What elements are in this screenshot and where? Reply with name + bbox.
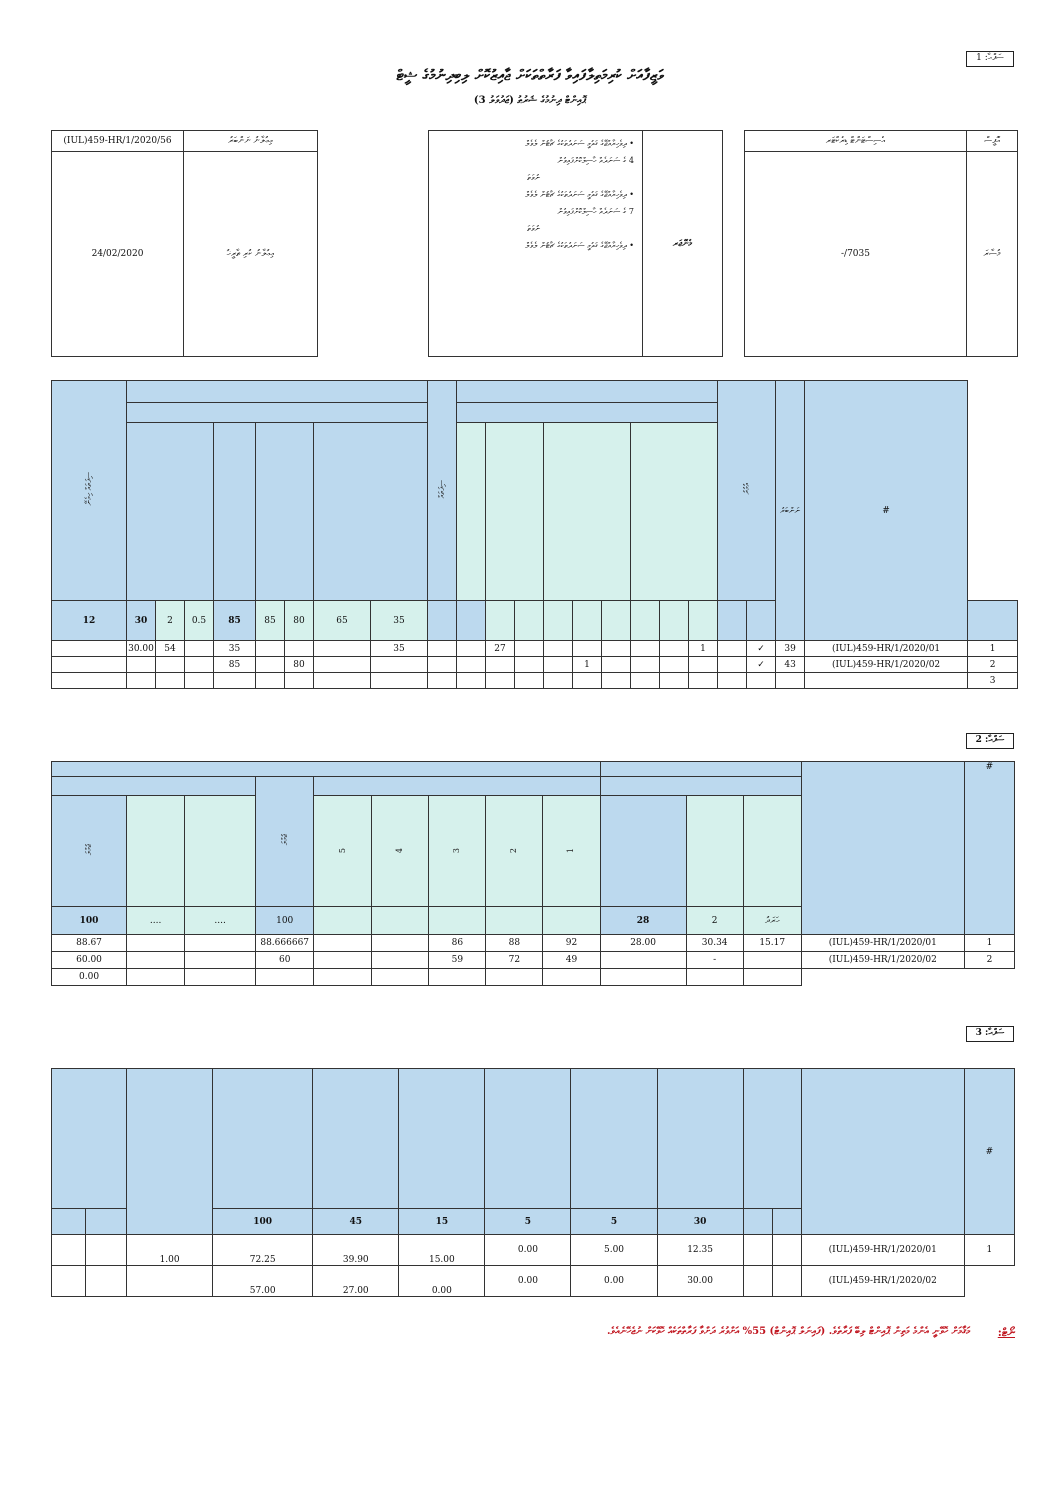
table-final-scores: [51, 1068, 1015, 1297]
t1-h-c4: [314, 423, 428, 601]
t1-r3-c3: [185, 673, 214, 689]
t2-h-group-a: [52, 762, 601, 777]
page-2-text: ސަފްޙާ: 2: [975, 735, 1005, 745]
t2-max-9: 28: [600, 907, 686, 935]
t1-h-group-a: [127, 381, 428, 403]
t1-r1-c0: [52, 641, 127, 657]
page-number-badge: [966, 51, 1014, 67]
footer-note-text: މަޤާމަށް ހޮވޭނީ އެންމެ މަތިން ޕޮއިންޓް ލިބޭ ފަރާތެވެ. (ފައިނަލް ޕޮއިންޓް) 55% އަށްވުރެ ދަށްވާ ފަރާތްތަކެއް ހޮވޭކަށް ނުޖެހޭނެއެވެ.: [606, 1326, 970, 1337]
t3-max-d: 15: [399, 1209, 485, 1235]
t3-r1-x: [743, 1235, 772, 1266]
t2-r3-num: [964, 969, 1014, 986]
t3-r2-x: [743, 1266, 772, 1297]
t3-r1-name: (IUL)459-HR/1/2020/01: [801, 1235, 964, 1266]
table-education-experience: [51, 380, 1018, 689]
t2-r1-num: 1: [964, 935, 1014, 952]
t1-r2-c10: [457, 657, 486, 673]
t1-h-c2: [214, 423, 256, 601]
t1-max-15: [602, 601, 631, 641]
t1-r2-c2: [156, 657, 185, 673]
t1-h-c7: [544, 423, 631, 601]
salary-value: -/7035: [745, 152, 967, 357]
t3-max-a2: 30: [657, 1209, 743, 1235]
t2-r1-s3: 86: [429, 935, 486, 952]
t2-h-c5: 4: [372, 796, 429, 907]
t1-max-18: [689, 601, 718, 641]
t1-r3-c8: [371, 673, 428, 689]
t3-max-c: 5: [485, 1209, 571, 1235]
t1-r1-age: 39: [776, 641, 805, 657]
t1-r3-check: [747, 673, 776, 689]
t1-max-5: 85: [256, 601, 285, 641]
t1-max-6: 80: [285, 601, 314, 641]
t2-r2-a: [743, 952, 801, 969]
t1-max-0: 12: [52, 601, 127, 641]
t2-r1-c5: [372, 935, 429, 952]
t1-h-c5: [457, 423, 486, 601]
t1-r1-c13: [544, 641, 573, 657]
t3-r2-y: [772, 1266, 801, 1297]
t3-max-total: 100: [213, 1209, 313, 1235]
table-row: [52, 657, 1018, 673]
t1-max-20: [747, 601, 776, 641]
t2-r1-c2: [185, 935, 256, 952]
t1-h-col9: ސިފަތައް: [428, 381, 457, 601]
t2-r3-c4: [314, 969, 372, 986]
t3-max-a: [52, 1209, 86, 1235]
qual-line: • ދިވެހިރާއްޖޭގެ ޤައުމީ ސަނަދުތަކުގެ ޗާޓުން ލެވެލް: [525, 241, 634, 250]
post-cell: [643, 131, 723, 357]
t1-r3-age: [776, 673, 805, 689]
t1-r2-c0: [52, 657, 127, 673]
t1-h-sub-a: [127, 403, 428, 423]
t2-r1-s2: 88: [486, 935, 543, 952]
ref-label: ޢިޢުލާނު ނަންބަރު: [184, 131, 318, 152]
t1-max-2: 2: [156, 601, 185, 641]
t1-r3-c0: [52, 673, 127, 689]
t1-r3-c17: [660, 673, 689, 689]
t1-r2-c9: [428, 657, 457, 673]
t1-r3-name: [805, 673, 968, 689]
t3-max-b2: 5: [571, 1209, 657, 1235]
ref-value: (IUL)459-HR/1/2020/56: [52, 131, 184, 152]
t1-r2-name: (IUL)459-HR/1/2020/02: [805, 657, 968, 673]
t2-r3-c3: [256, 969, 314, 986]
t2-r2-final: 60.00: [52, 952, 127, 969]
t2-h-sub-b: [314, 777, 600, 796]
t3-r1-f: 72.25: [213, 1235, 313, 1266]
t2-max-8: [543, 907, 600, 935]
info-table-office: [744, 130, 1018, 357]
t3-h-num: #: [964, 1069, 1014, 1235]
t1-h-num: #: [805, 381, 968, 641]
t2-r2-b: -: [686, 952, 743, 969]
t3-r2-a: 30.00: [657, 1266, 743, 1297]
t2-max-2: ....: [185, 907, 256, 935]
t3-max-e: 45: [313, 1209, 399, 1235]
t3-h-c1: [127, 1069, 213, 1235]
table-row: [52, 1266, 1015, 1297]
t1-r2-check: ✓: [747, 657, 776, 673]
t1-h-c8: [631, 423, 718, 601]
t2-max-5: [372, 907, 429, 935]
t2-r1-name: (IUL)459-HR/1/2020/01: [801, 935, 964, 952]
t2-max-7: [486, 907, 543, 935]
t1-r3-c15: [602, 673, 631, 689]
t1-r1-c6: [285, 641, 314, 657]
t2-h-c6: 3: [429, 796, 486, 907]
t1-r3-c12: [515, 673, 544, 689]
t2-r3-final: 0.00: [52, 969, 127, 986]
t2-r1-b: 30.34: [686, 935, 743, 952]
date-label: ޢިޢުލާނު ކުރި ތާރީޚު: [184, 152, 318, 357]
t1-r2-c13: [544, 657, 573, 673]
qual-line: ނުވަތަ: [527, 224, 540, 233]
t3-r1-a: 12.35: [657, 1235, 743, 1266]
t1-max-21: [968, 601, 1018, 641]
t1-h-col0: ސިފަތައް ހިމެނޭ: [52, 381, 127, 601]
qual-line: 4 ގެ ސަނަދެއް ހާސިލްކޮށްފައިވުން: [557, 156, 634, 165]
t1-h-name: ނަންބަރު: [776, 381, 805, 641]
t1-r1-c3: [185, 641, 214, 657]
t2-max-1: ....: [127, 907, 185, 935]
t2-r1-final: 88.67: [52, 935, 127, 952]
t1-r2-c8: [371, 657, 428, 673]
t1-h-c1: [127, 423, 214, 601]
t3-r1-c0: [52, 1235, 86, 1266]
t2-h-sub-c: [600, 777, 801, 796]
t2-max-10: 2: [686, 907, 743, 935]
t3-r2-c1: [86, 1266, 127, 1297]
t3-max-b: [86, 1209, 127, 1235]
t1-r1-c15: [602, 641, 631, 657]
t2-r2-c: [600, 952, 686, 969]
t2-r2-c2: [185, 952, 256, 969]
t2-h-num: #: [964, 762, 1014, 935]
t2-r3-name: [801, 969, 964, 986]
t2-max-4: [314, 907, 372, 935]
t2-r3-c7: [486, 969, 543, 986]
t1-r1-c8: 35: [371, 641, 428, 657]
t2-r2-s1: 49: [543, 952, 600, 969]
t1-max-14: [573, 601, 602, 641]
date-value: 24/02/2020: [52, 152, 184, 357]
t2-r2-s3: 59: [429, 952, 486, 969]
t1-r2-c14: 1: [573, 657, 602, 673]
t2-h-c2: [185, 796, 256, 907]
page-number-text: ސަފްޙާ: 1: [976, 53, 1004, 63]
info-table-ref: [51, 130, 318, 357]
t1-r1-c7: [314, 641, 371, 657]
t3-r2-f: 57.00: [213, 1266, 313, 1297]
t1-r1-c4: 35: [214, 641, 256, 657]
t3-h-name: [801, 1069, 964, 1235]
t1-max-19: [718, 601, 747, 641]
qual-line: • ދިވެހިރާއްޖޭގެ ޤައުމީ ސަނަދުތަކުގެ ޗާޓުން ލެވެލް: [525, 190, 634, 199]
t1-r2-c18: [689, 657, 718, 673]
t1-r3-c18: [689, 673, 718, 689]
t1-r2-c12: [515, 657, 544, 673]
t1-max-3: 0.5: [185, 601, 214, 641]
t2-max-11: ހަރަދު: [743, 907, 801, 935]
t2-r2-num: 2: [964, 952, 1014, 969]
t3-r2-c0: [52, 1266, 86, 1297]
t2-h-c11: [743, 796, 801, 907]
t1-r2-c6: 80: [285, 657, 314, 673]
t3-r2-name: (IUL)459-HR/1/2020/02: [801, 1266, 964, 1297]
t2-max-6: [429, 907, 486, 935]
t2-max-0: 100: [52, 907, 127, 935]
t3-r2-e: 27.00: [313, 1266, 399, 1297]
t2-h-c7: 2: [486, 796, 543, 907]
t3-r1-d: 15.00: [399, 1235, 485, 1266]
t3-r2-d: 0.00: [399, 1266, 485, 1297]
t3-h-c0: [52, 1069, 127, 1209]
t2-h-c4: 5: [314, 796, 372, 907]
t1-r3-c7: [314, 673, 371, 689]
t1-r2-c1: [127, 657, 156, 673]
t2-r3-c6: [429, 969, 486, 986]
t3-r1-b: 5.00: [571, 1235, 657, 1266]
t1-r2-c19: [718, 657, 747, 673]
t3-h-c4: [399, 1069, 485, 1209]
t1-h-age: އުމުރު: [718, 381, 776, 601]
t3-r1-g: 1.00: [127, 1235, 213, 1266]
t1-h-c6: [486, 423, 544, 601]
t3-r1-num: 1: [964, 1235, 1014, 1266]
t1-max-4: 85: [214, 601, 256, 641]
t2-h-c9: [600, 796, 686, 907]
t2-r2-c4: [314, 952, 372, 969]
t2-r3-c1: [127, 969, 185, 986]
t2-r3-c10: [686, 969, 743, 986]
t1-r3-c19: [718, 673, 747, 689]
t1-r2-age: 43: [776, 657, 805, 673]
t1-r1-c14: [573, 641, 602, 657]
qualification-cell: [429, 131, 643, 357]
t1-max-9: [428, 601, 457, 641]
page-3-badge: [966, 1026, 1014, 1042]
t3-h-c3: [313, 1069, 399, 1209]
t3-r1-c: 0.00: [485, 1235, 571, 1266]
t1-max-7: 65: [314, 601, 371, 641]
t3-r1-c1: [86, 1235, 127, 1266]
t2-r1-c: 28.00: [600, 935, 686, 952]
t1-max-13: [544, 601, 573, 641]
t1-r1-c11: 27: [486, 641, 515, 657]
t3-h-c5: [485, 1069, 571, 1209]
t1-r2-c3: [185, 657, 214, 673]
t1-max-16: [631, 601, 660, 641]
t1-r2-c7: [314, 657, 371, 673]
t2-r3-c8: [543, 969, 600, 986]
t1-r3-c10: [457, 673, 486, 689]
t1-max-17: [660, 601, 689, 641]
t2-r3-c2: [185, 969, 256, 986]
t1-r2-c11: [486, 657, 515, 673]
t1-r1-c2: 54: [156, 641, 185, 657]
t1-r3-c5: [256, 673, 285, 689]
office-value: އެސިސްޓަންޓް ޑިރެކްޓަރ: [745, 131, 967, 152]
t2-h-c8: 1: [543, 796, 600, 907]
t1-r1-c12: [515, 641, 544, 657]
t2-r2-name: (IUL)459-HR/1/2020/02: [801, 952, 964, 969]
t3-r2-num: [964, 1266, 1014, 1297]
t1-r1-name: (IUL)459-HR/1/2020/01: [805, 641, 968, 657]
t1-r1-c10: [457, 641, 486, 657]
t1-max-1: 30: [127, 601, 156, 641]
t1-r2-c15: [602, 657, 631, 673]
page-2-badge: [966, 733, 1014, 749]
t2-h-c1: [127, 796, 185, 907]
t1-max-8: 35: [371, 601, 428, 641]
t1-r3-c16: [631, 673, 660, 689]
t1-h-c3: [256, 423, 314, 601]
table-row: [52, 641, 1018, 657]
post-value: މެނޭޖަރ: [672, 238, 693, 249]
t1-r3-c14: [573, 673, 602, 689]
office-label: އޮފީސް: [967, 131, 1018, 152]
footer-note-label: ނޯޓް:: [997, 1326, 1015, 1339]
t1-r2-c17: [660, 657, 689, 673]
qual-line: • ދިވެހިރާއްޖޭގެ ޤައުމީ ސަނަދުތަކުގެ ޗާޓުން ލެވެލް: [525, 139, 634, 148]
t1-max-12: [515, 601, 544, 641]
t1-r1-num: 1: [968, 641, 1018, 657]
t3-r2-c: 0.00: [485, 1266, 571, 1297]
t3-h-c2: [213, 1069, 313, 1209]
t3-max-x: [743, 1209, 772, 1235]
qual-line: ނުވަތަ: [527, 173, 540, 182]
t3-h-c6: [571, 1069, 657, 1209]
table-row: [52, 1235, 1015, 1266]
t2-max-3: 100: [256, 907, 314, 935]
t1-r3-c1: [127, 673, 156, 689]
t2-r3-c5: [372, 969, 429, 986]
t1-r1-c5: [256, 641, 285, 657]
salary-label: މުސާރަ: [967, 152, 1018, 357]
table-row: [52, 969, 1015, 986]
t1-r2-c4: 85: [214, 657, 256, 673]
t2-r2-c5: [372, 952, 429, 969]
t2-h-name: [801, 762, 964, 935]
page-3-text: ސަފްޙާ: 3: [975, 1028, 1005, 1038]
page-title: ވަޒީފާއަށް ކުރިމަތިލާފައިވާ ފަރާތްތަކަށް ޖާއިޒުކޮށް ލިބިދިނުމުގެ ޝީޓް: [396, 66, 664, 84]
t2-r1-c1: [127, 935, 185, 952]
t1-r1-c19: [718, 641, 747, 657]
t2-r1-total: 88.666667: [256, 935, 314, 952]
t2-h-group-b: [600, 762, 801, 777]
t2-r3-c11: [743, 969, 801, 986]
t2-r1-s1: 92: [543, 935, 600, 952]
t1-max-10: [457, 601, 486, 641]
t2-r3-c9: [600, 969, 686, 986]
t1-h-sub-b: [457, 403, 718, 423]
table-row: [52, 952, 1015, 969]
t1-r3-c4: [214, 673, 256, 689]
t1-r1-c18: 1: [689, 641, 718, 657]
t1-r2-num: 2: [968, 657, 1018, 673]
t2-r2-total: 60: [256, 952, 314, 969]
t2-h-sub-a: [52, 777, 256, 796]
page-subtitle: ޕޮއިންޓް ދިނުމުގެ ޝަރުޠު (ޖަދުވަލު 3): [473, 95, 587, 106]
t1-r1-c1: 30.00: [127, 641, 156, 657]
t2-r1-a: 15.17: [743, 935, 801, 952]
t1-r2-c16: [631, 657, 660, 673]
table-row: [52, 935, 1015, 952]
t2-r1-c4: [314, 935, 372, 952]
info-table-qual: [428, 130, 723, 357]
table-row: [52, 673, 1018, 689]
t1-r1-c16: [631, 641, 660, 657]
t2-h-c10: [686, 796, 743, 907]
t1-r3-c2: [156, 673, 185, 689]
t1-r1-check: ✓: [747, 641, 776, 657]
t1-r2-c5: [256, 657, 285, 673]
t2-h-total: ޖުމްލަ: [256, 777, 314, 907]
t1-r3-c13: [544, 673, 573, 689]
table-interview-scores: [51, 761, 1015, 986]
t3-r1-y: [772, 1235, 801, 1266]
t3-r2-g: [127, 1266, 213, 1297]
t1-r1-c17: [660, 641, 689, 657]
t1-h-group-b: [457, 381, 718, 403]
t1-max-11: [486, 601, 515, 641]
t1-r3-c6: [285, 673, 314, 689]
t1-r3-num: 3: [968, 673, 1018, 689]
t2-r2-s2: 72: [486, 952, 543, 969]
t3-h-c7: [657, 1069, 743, 1209]
t3-max-y: [772, 1209, 801, 1235]
t2-r2-c1: [127, 952, 185, 969]
t3-h-c8: [743, 1069, 801, 1209]
t1-r3-c11: [486, 673, 515, 689]
t1-r3-c9: [428, 673, 457, 689]
qual-line: 7 ގެ ސަނަދެއް ހާސިލްކޮށްފައިވުން: [557, 207, 634, 216]
t3-r1-e: 39.90: [313, 1235, 399, 1266]
t2-h-c0: ޖުމްލަ: [52, 796, 127, 907]
t1-r1-c9: [428, 641, 457, 657]
t3-r2-b: 0.00: [571, 1266, 657, 1297]
